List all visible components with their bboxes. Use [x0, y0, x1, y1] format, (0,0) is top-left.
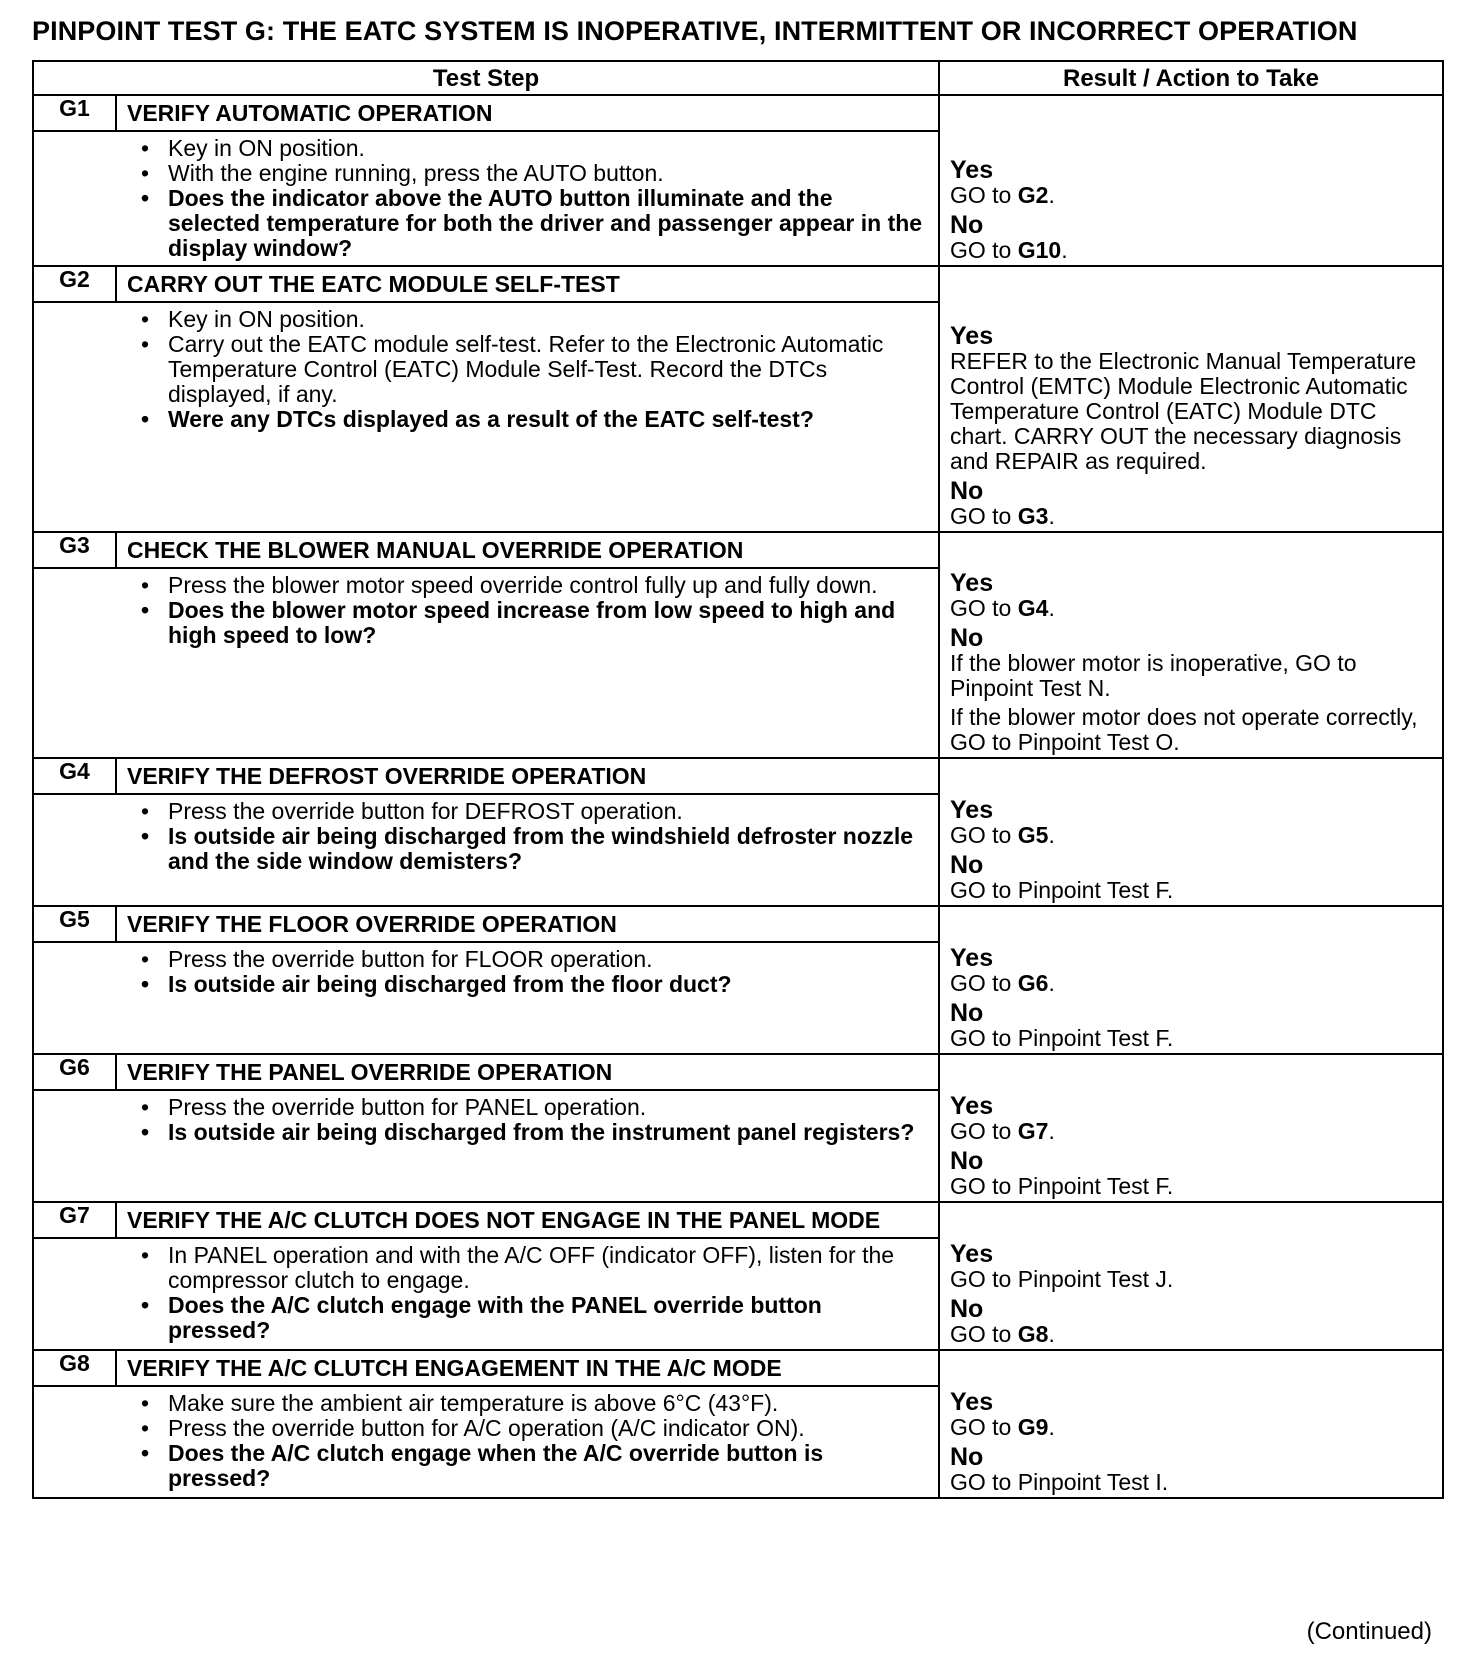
result-action-text: If the blower motor does not operate correctly, GO to Pinpoint Test O.: [950, 704, 1418, 755]
bullet-text: Press the override button for A/C operation (A/C indicator ON).: [168, 1415, 805, 1441]
result-action-text: If the blower motor is inoperative, GO to Pinpoint Test N.: [950, 650, 1357, 701]
instruction-item: [34, 1416, 928, 1441]
result-action-text: GO to Pinpoint Test I.: [950, 1469, 1169, 1495]
result-no-label: No: [950, 211, 984, 239]
bullet-icon: •: [140, 946, 150, 972]
result-block: [950, 323, 1434, 474]
step-title: CARRY OUT THE EATC MODULE SELF-TEST: [116, 266, 939, 302]
result-step-ref: G10: [1017, 237, 1062, 263]
result-action: [950, 1267, 1434, 1292]
header-test-step: Test Step: [33, 61, 939, 95]
step-instructions: [33, 794, 939, 906]
bullet-icon: •: [140, 185, 150, 211]
result-action-text: GO to: [950, 182, 1018, 208]
step-result: [939, 1054, 1443, 1202]
step-result: [939, 266, 1443, 532]
result-step-ref: G3: [1017, 503, 1049, 529]
step-title: VERIFY THE A/C CLUTCH DOES NOT ENGAGE IN THE PANEL MODE: [116, 1202, 939, 1238]
instruction-item: [34, 799, 928, 824]
result-no-label: No: [950, 477, 984, 505]
result-action-text: GO to: [950, 237, 1018, 263]
result-action-text: GO to Pinpoint Test F.: [950, 1025, 1174, 1051]
step-instructions: [33, 1238, 939, 1350]
bullet-text: Key in ON position.: [168, 135, 365, 161]
step-instructions: [33, 131, 939, 266]
result-block: [950, 1296, 1434, 1347]
instruction-item: [34, 573, 928, 598]
step-header-row: [33, 906, 1443, 942]
step-instructions: [33, 1090, 939, 1202]
step-id: G6: [33, 1054, 116, 1090]
result-action-text: GO to: [950, 1118, 1018, 1144]
step-title: VERIFY THE FLOOR OVERRIDE OPERATION: [116, 906, 939, 942]
question-item: [34, 598, 928, 648]
result-yes-label: Yes: [950, 322, 994, 350]
bullet-icon: •: [140, 798, 150, 824]
result-action: [950, 823, 1434, 848]
bullet-icon: •: [140, 160, 150, 186]
bullet-list: [34, 132, 938, 265]
question-item: [34, 186, 928, 261]
result-no-label: No: [950, 1295, 984, 1323]
result-action-text: GO to Pinpoint Test J.: [950, 1266, 1174, 1292]
result-action: [950, 596, 1434, 621]
step-header-row: [33, 758, 1443, 794]
step-result: [939, 95, 1443, 266]
result-block: [950, 157, 1434, 208]
result-action-text: GO to: [950, 822, 1018, 848]
step-result: [939, 1350, 1443, 1498]
bullet-text: Carry out the EATC module self-test. Refer to the Electronic Automatic Temperature Control (EATC) Module Self-Test. Record the DTCs displayed, if any.: [168, 331, 884, 407]
bullet-icon: •: [140, 1390, 150, 1416]
bullet-text: Does the A/C clutch engage with the PANEL override button pressed?: [168, 1292, 822, 1343]
step-header-row: [33, 1350, 1443, 1386]
result-block: [950, 625, 1434, 755]
bullet-text: Press the override button for FLOOR operation.: [168, 946, 653, 972]
question-item: [34, 407, 928, 432]
result-yes-label: Yes: [950, 796, 994, 824]
result-block: [950, 1000, 1434, 1051]
bullet-text: Does the indicator above the AUTO button illuminate and the selected temperature for both the driver and passenger appear in the display window?: [168, 185, 923, 261]
pinpoint-test-table: [32, 60, 1444, 1499]
result-block: [950, 945, 1434, 996]
bullet-text: Press the blower motor speed override control fully up and fully down.: [168, 572, 878, 598]
result-action: [950, 1026, 1434, 1051]
bullet-text: Is outside air being discharged from the windshield defroster nozzle and the side window demisters?: [168, 823, 914, 874]
step-id: G7: [33, 1202, 116, 1238]
result-action-text: GO to: [950, 970, 1018, 996]
step-result: [939, 906, 1443, 1054]
bullet-icon: •: [140, 331, 150, 357]
result-block: [950, 1389, 1434, 1440]
page-title: PINPOINT TEST G: THE EATC SYSTEM IS INOPERATIVE, INTERMITTENT OR INCORRECT OPERATION: [32, 16, 1358, 46]
result-action: [950, 878, 1434, 903]
bullet-list: [34, 1239, 938, 1347]
step-header-row: [33, 95, 1443, 131]
step-result: [939, 758, 1443, 906]
bullet-list: [34, 795, 938, 878]
result-no-label: No: [950, 851, 984, 879]
result-no-label: No: [950, 1147, 984, 1175]
question-item: [34, 972, 928, 997]
result-action-suffix: .: [1048, 1118, 1055, 1144]
instruction-item: [34, 1095, 928, 1120]
step-header-row: [33, 532, 1443, 568]
result-action: [950, 705, 1434, 755]
step-id: G4: [33, 758, 116, 794]
bullet-text: Press the override button for DEFROST operation.: [168, 798, 683, 824]
result-action: [950, 1470, 1434, 1495]
step-header-row: [33, 1054, 1443, 1090]
bullet-list: [34, 943, 938, 1001]
result-action-suffix: .: [1048, 182, 1055, 208]
step-result: [939, 1202, 1443, 1350]
instruction-item: [34, 307, 928, 332]
result-no-label: No: [950, 999, 984, 1027]
result-no-label: No: [950, 1443, 984, 1471]
instruction-item: [34, 161, 928, 186]
question-item: [34, 1293, 928, 1343]
result-step-ref: G8: [1017, 1321, 1049, 1347]
result-yes-label: Yes: [950, 944, 994, 972]
bullet-text: Does the blower motor speed increase from low speed to high and high speed to low?: [168, 597, 896, 648]
step-title: CHECK THE BLOWER MANUAL OVERRIDE OPERATION: [116, 532, 939, 568]
result-action-suffix: .: [1061, 237, 1068, 263]
header-result: Result / Action to Take: [939, 61, 1443, 95]
result-yes-label: Yes: [950, 1240, 994, 1268]
question-item: [34, 1120, 928, 1145]
step-instructions: [33, 302, 939, 532]
result-block: [950, 212, 1434, 263]
bullet-text: Key in ON position.: [168, 306, 365, 332]
bullet-icon: •: [140, 1119, 150, 1145]
result-action: [950, 349, 1434, 474]
bullet-text: With the engine running, press the AUTO button.: [168, 160, 664, 186]
result-action-text: GO to Pinpoint Test F.: [950, 877, 1174, 903]
bullet-text: Does the A/C clutch engage when the A/C override button is pressed?: [168, 1440, 824, 1491]
step-instructions: [33, 568, 939, 758]
result-step-ref: G9: [1017, 1414, 1049, 1440]
result-action-text: GO to: [950, 503, 1018, 529]
result-action: [950, 183, 1434, 208]
result-yes-label: Yes: [950, 569, 994, 597]
result-yes-label: Yes: [950, 1092, 994, 1120]
result-action-suffix: .: [1048, 822, 1055, 848]
result-action: [950, 651, 1434, 701]
table-header-row: [33, 61, 1443, 95]
bullet-text: Press the override button for PANEL operation.: [168, 1094, 647, 1120]
bullet-icon: •: [140, 1094, 150, 1120]
result-block: [950, 1444, 1434, 1495]
instruction-item: [34, 332, 928, 407]
bullet-list: [34, 569, 938, 652]
bullet-text: Were any DTCs displayed as a result of the EATC self-test?: [168, 406, 814, 432]
bullet-text: Is outside air being discharged from the instrument panel registers?: [168, 1119, 915, 1145]
bullet-list: [34, 1387, 938, 1495]
bullet-text: Make sure the ambient air temperature is above 6°C (43°F).: [168, 1390, 779, 1416]
step-header-row: [33, 266, 1443, 302]
continued-label: (Continued): [1306, 1618, 1432, 1645]
result-step-ref: G7: [1017, 1118, 1049, 1144]
step-instructions: [33, 942, 939, 1054]
bullet-icon: •: [140, 406, 150, 432]
question-item: [34, 1441, 928, 1491]
instruction-item: [34, 1391, 928, 1416]
result-action: [950, 1415, 1434, 1440]
instruction-item: [34, 1243, 928, 1293]
result-action: [950, 1119, 1434, 1144]
bullet-list: [34, 303, 938, 436]
result-block: [950, 852, 1434, 903]
result-action-text: GO to: [950, 1414, 1018, 1440]
question-item: [34, 824, 928, 874]
instruction-item: [34, 136, 928, 161]
result-action: [950, 1174, 1434, 1199]
result-action-text: GO to: [950, 595, 1018, 621]
step-result: [939, 532, 1443, 758]
step-title: VERIFY THE PANEL OVERRIDE OPERATION: [116, 1054, 939, 1090]
result-action: [950, 238, 1434, 263]
step-title: VERIFY THE A/C CLUTCH ENGAGEMENT IN THE A/C MODE: [116, 1350, 939, 1386]
result-block: [950, 570, 1434, 621]
result-block: [950, 478, 1434, 529]
bullet-icon: •: [140, 1242, 150, 1268]
step-header-row: [33, 1202, 1443, 1238]
result-no-label: No: [950, 624, 984, 652]
result-action-suffix: .: [1048, 970, 1055, 996]
bullet-text: Is outside air being discharged from the floor duct?: [168, 971, 732, 997]
bullet-icon: •: [140, 823, 150, 849]
step-title: VERIFY AUTOMATIC OPERATION: [116, 95, 939, 131]
result-action-suffix: .: [1048, 595, 1055, 621]
step-id: G3: [33, 532, 116, 568]
result-block: [950, 1148, 1434, 1199]
result-action-text: GO to Pinpoint Test F.: [950, 1173, 1174, 1199]
result-action-suffix: .: [1048, 1414, 1055, 1440]
bullet-icon: •: [140, 306, 150, 332]
result-action: [950, 971, 1434, 996]
result-action-text: REFER to the Electronic Manual Temperature Control (EMTC) Module Electronic Automatic Temperature Control (EATC) Module DTC chart. CARRY OUT the necessary diagnosis and REPAIR as required.: [950, 348, 1417, 474]
result-step-ref: G2: [1017, 182, 1049, 208]
result-action-suffix: .: [1048, 1321, 1055, 1347]
instruction-item: [34, 947, 928, 972]
bullet-icon: •: [140, 597, 150, 623]
result-action: [950, 504, 1434, 529]
result-block: [950, 797, 1434, 848]
result-yes-label: Yes: [950, 156, 994, 184]
bullet-icon: •: [140, 135, 150, 161]
result-step-ref: G6: [1017, 970, 1049, 996]
result-action-suffix: .: [1048, 503, 1055, 529]
result-action-text: GO to: [950, 1321, 1018, 1347]
result-step-ref: G5: [1017, 822, 1049, 848]
result-action: [950, 1322, 1434, 1347]
bullet-text: In PANEL operation and with the A/C OFF (indicator OFF), listen for the compressor clutch to engage.: [168, 1242, 895, 1293]
result-block: [950, 1093, 1434, 1144]
bullet-icon: •: [140, 572, 150, 598]
step-title: VERIFY THE DEFROST OVERRIDE OPERATION: [116, 758, 939, 794]
bullet-icon: •: [140, 1292, 150, 1318]
step-instructions: [33, 1386, 939, 1498]
result-yes-label: Yes: [950, 1388, 994, 1416]
step-id: G1: [33, 95, 116, 131]
bullet-icon: •: [140, 971, 150, 997]
step-id: G5: [33, 906, 116, 942]
step-id: G2: [33, 266, 116, 302]
bullet-icon: •: [140, 1415, 150, 1441]
bullet-icon: •: [140, 1440, 150, 1466]
bullet-list: [34, 1091, 938, 1149]
step-id: G8: [33, 1350, 116, 1386]
result-block: [950, 1241, 1434, 1292]
result-step-ref: G4: [1017, 595, 1049, 621]
